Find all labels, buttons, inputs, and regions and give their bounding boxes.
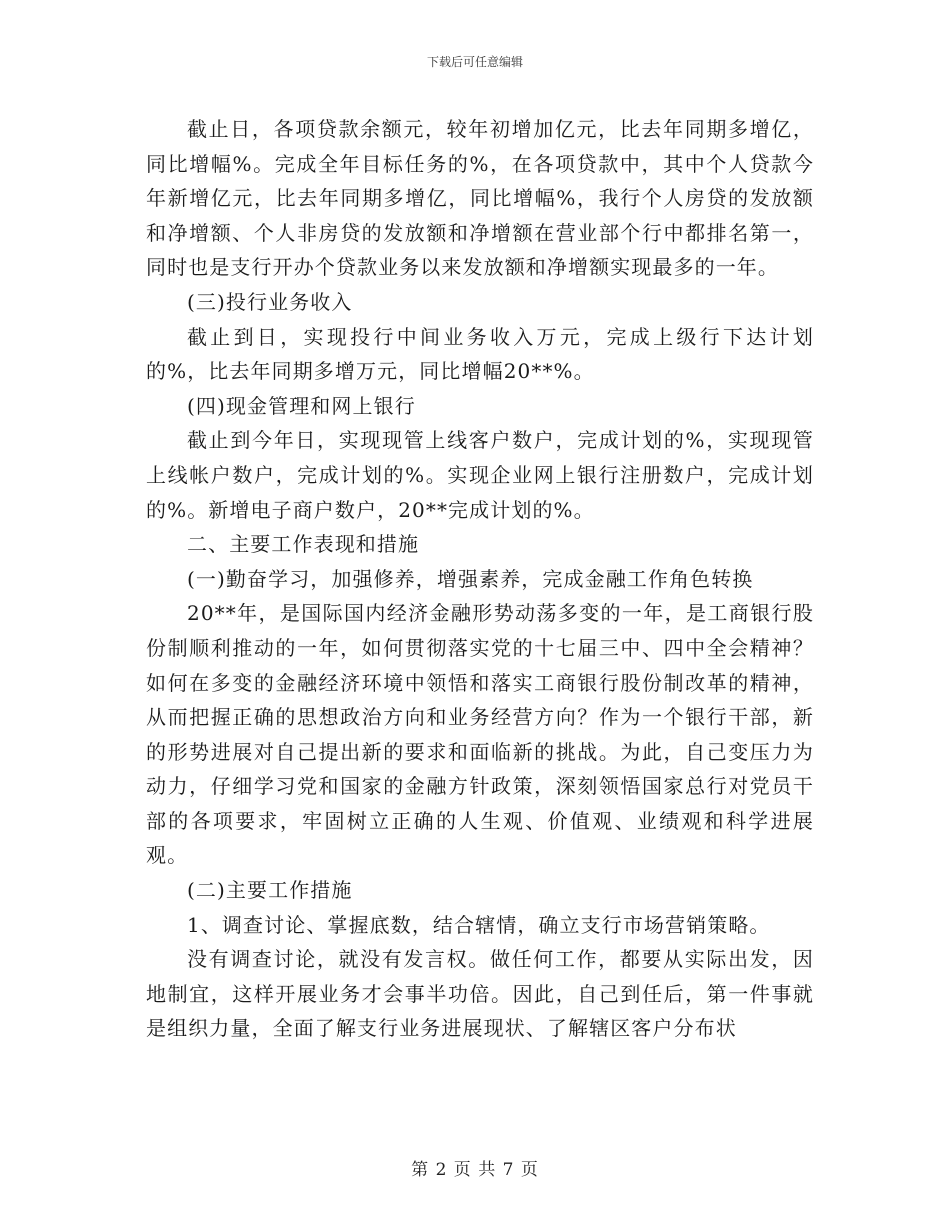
paragraph-loans: 截止日，各项贷款余额元，较年初增加亿元，比去年同期多增亿，同比增幅%。完成全年目标任务的%，在各项贷款中，其中个人贷款今年新增亿元，比去年同期多增亿，同比增幅%，我行个人房贷的发放额和净增额、个人非房贷的发放额和净增额在营业部个行中都排名第一，同时也是支行开办个贷款业务以来发放额和净增额实现最多的一年。 (146, 117, 814, 280)
paragraph-investment-banking-income: 截止到日，实现投行中间业务收入万元，完成上级行下达计划的%，比去年同期多增万元，同比增幅20**%。 (146, 324, 814, 384)
heading-investment-banking-income: (三)投行业务收入 (187, 289, 353, 314)
paragraph-market-strategy: 没有调查讨论，就没有发言权。做任何工作，都要从实际出发，因地制宜，这样开展业务才会事半功倍。因此，自己到任后，第一件事就是组织力量，全面了解支行业务进展现状、了解辖区客户分布状 (146, 947, 814, 1041)
heading-main-work-measures: 二、主要工作表现和措施 (187, 532, 420, 557)
heading-study-and-role-transition: (一)勤奋学习，加强修养，增强素养，完成金融工作角色转换 (187, 566, 754, 591)
heading-cash-management-online-banking: (四)现金管理和网上银行 (187, 393, 416, 418)
heading-main-measures: (二)主要工作措施 (187, 878, 353, 903)
paragraph-cash-management-online-banking: 截止到今年日，实现现管上线客户数户，完成计划的%，实现现管上线帐户数户，完成计划的%。实现企业网上银行注册数户，完成计划的%。新增电子商户数户，20**完成计划的%。 (146, 428, 814, 522)
page-header-note: 下载后可任意编辑 (426, 55, 523, 69)
paragraph-study-and-role-transition: 20**年，是国际国内经济金融形势动荡多变的一年，是工商银行股份制顺利推动的一年，如何贯彻落实党的十七届三中、四中全会精神？如何在多变的金融经济环境中领悟和落实工商银行股份制改革的精神，从而把握正确的思想政治方向和业务经营方向？作为一个银行干部，新的形势进展对自己提出新的要求和面临新的挑战。为此，自己变压力为动力，仔细学习党和国家的金融方针政策，深刻领悟国家总行对党员干部的各项要求，牢固树立正确的人生观、价值观、业绩观和科学进展观。 (146, 601, 814, 868)
page-number: 第 2 页 共 7 页 (411, 1160, 539, 1180)
heading-market-strategy: 1、调查讨论、掌握底数，结合辖情，确立支行市场营销策略。 (187, 912, 771, 937)
document-body (146, 112, 814, 1046)
